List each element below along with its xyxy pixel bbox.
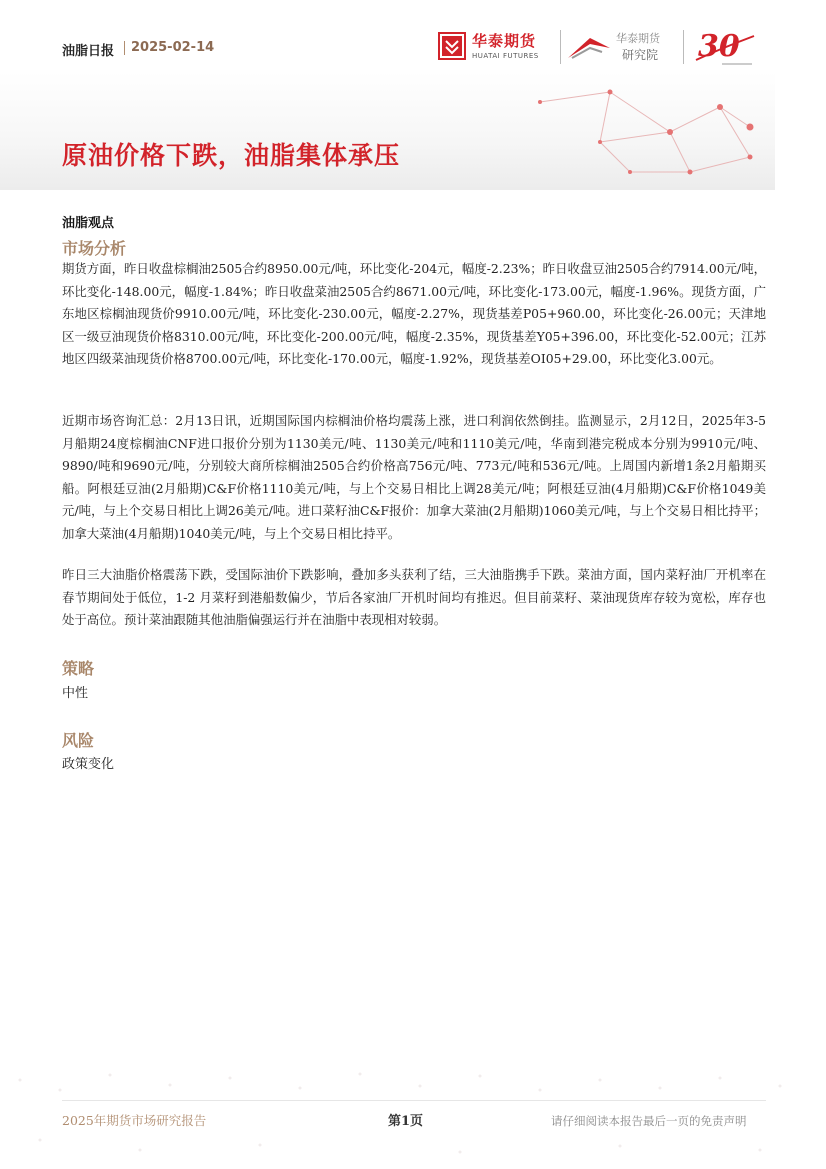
doc-date: 2025-02-14 (131, 40, 215, 55)
huatai-futures-logo (438, 30, 558, 66)
market-paragraph-1: 期货方面，昨日收盘棕榈油2505合约8950.00元/吨，环比变化-204元，幅度-2.23%；昨日收盘豆油2505合约7914.00元/吨，环比变化-148.00元，幅度-1.84%；昨日收盘菜油2505合约8671.00元/吨，环比变化-173.00元，幅度-1.96%。现货方面，广东地区棕榈油现货价9910.00元/吨，环比变化-230.00元，幅度-2.27%，现货基差P05+960.00，环比变化-26.00元；天津地区一级豆油现货价格8310.00元/吨，环比变化-200.00元/吨，幅度-2.35%，现货基差Y05+396.00，环比变化-52.00元；江苏地区四级菜油现货价格8700.00元/吨，环比变化-170.00元，幅度-1.92%，现货基差OI05+29.00，环比变化3.00元。 (62, 261, 766, 367)
market-paragraph-3: 昨日三大油脂价格震荡下跌，受国际油价下跌影响，叠加多头获利了结，三大油脂携手下跌。菜油方面，国内菜籽油厂开机率在春节期间处于低位，1-2 月菜籽到港船数偏少，节后各家油厂开机时间均有推迟。但目前菜籽、菜油现货库存较为宽松，库存也处于高位。预计菜油跟随其他油脂偏强运行并在油脂中表现相对较弱。 (62, 567, 766, 628)
disclaimer-note: 请仔细阅读本报告最后一页的免责声明 (551, 1114, 747, 1128)
section-title: 油脂观点 (62, 216, 115, 231)
anniversary-30-logo-icon (692, 26, 762, 70)
huatai-logo-mark-icon (438, 32, 466, 60)
logo-company-en: HUATAI FUTURES (472, 52, 539, 60)
svg-text:30: 30 (698, 29, 740, 64)
risk-heading: 风险 (62, 731, 95, 750)
institute-company-name: 华泰期货 (616, 32, 660, 45)
logo-company-name: 华泰期货 (472, 32, 537, 50)
market-paragraph-2: 近期市场咨询汇总：2月13日讯，近期国际国内棕榈油价格均震荡上涨，进口利润依然倒挂。监测显示，2月12日，2025年3-5月船期24度棕榈油CNF进口报价分别为1130美元/吨、1130美元/吨和1110美元/吨，华南到港完税成本分别为9910元/吨、9890/吨和9690元/吨，分别较大商所棕榈油2505合约价格高756元/吨、773元/吨和536元/吨。上周国内新增1条2月船期买船。阿根廷豆油(2月船期)C&F价格1110美元/吨，与上个交易日相比上调28美元/吨；阿根廷豆油(4月船期)C&F价格1049美元/吨，与上个交易日相比上调26美元/吨。进口菜籽油C&F报价：加拿大菜油(2月船期)1060美元/吨，与上个交易日相比持平；加拿大菜油(4月船期)1040美元/吨，与上个交易日相比持平。 (62, 413, 766, 541)
network-decoration-icon (480, 72, 780, 192)
institute-name: 研究院 (622, 48, 659, 62)
strategy-heading: 策略 (62, 659, 95, 678)
report-title: 原油价格下跌，油脂集体承压 (62, 141, 401, 170)
logo-divider-2 (683, 30, 684, 64)
risk-text: 政策变化 (62, 757, 115, 772)
title-banner (0, 72, 826, 192)
header-separator (124, 41, 125, 55)
strategy-text: 中性 (62, 686, 89, 701)
page-number: 第1页 (388, 1114, 424, 1129)
footer-report-name: 2025年期货市场研究报告 (62, 1113, 207, 1128)
swoosh-icon (566, 32, 612, 62)
footer-divider (62, 1100, 766, 1101)
research-institute-logo (566, 30, 676, 66)
logo-divider (560, 30, 561, 64)
doc-type-label: 油脂日报 (62, 44, 115, 59)
market-analysis-heading: 市场分析 (62, 239, 127, 258)
